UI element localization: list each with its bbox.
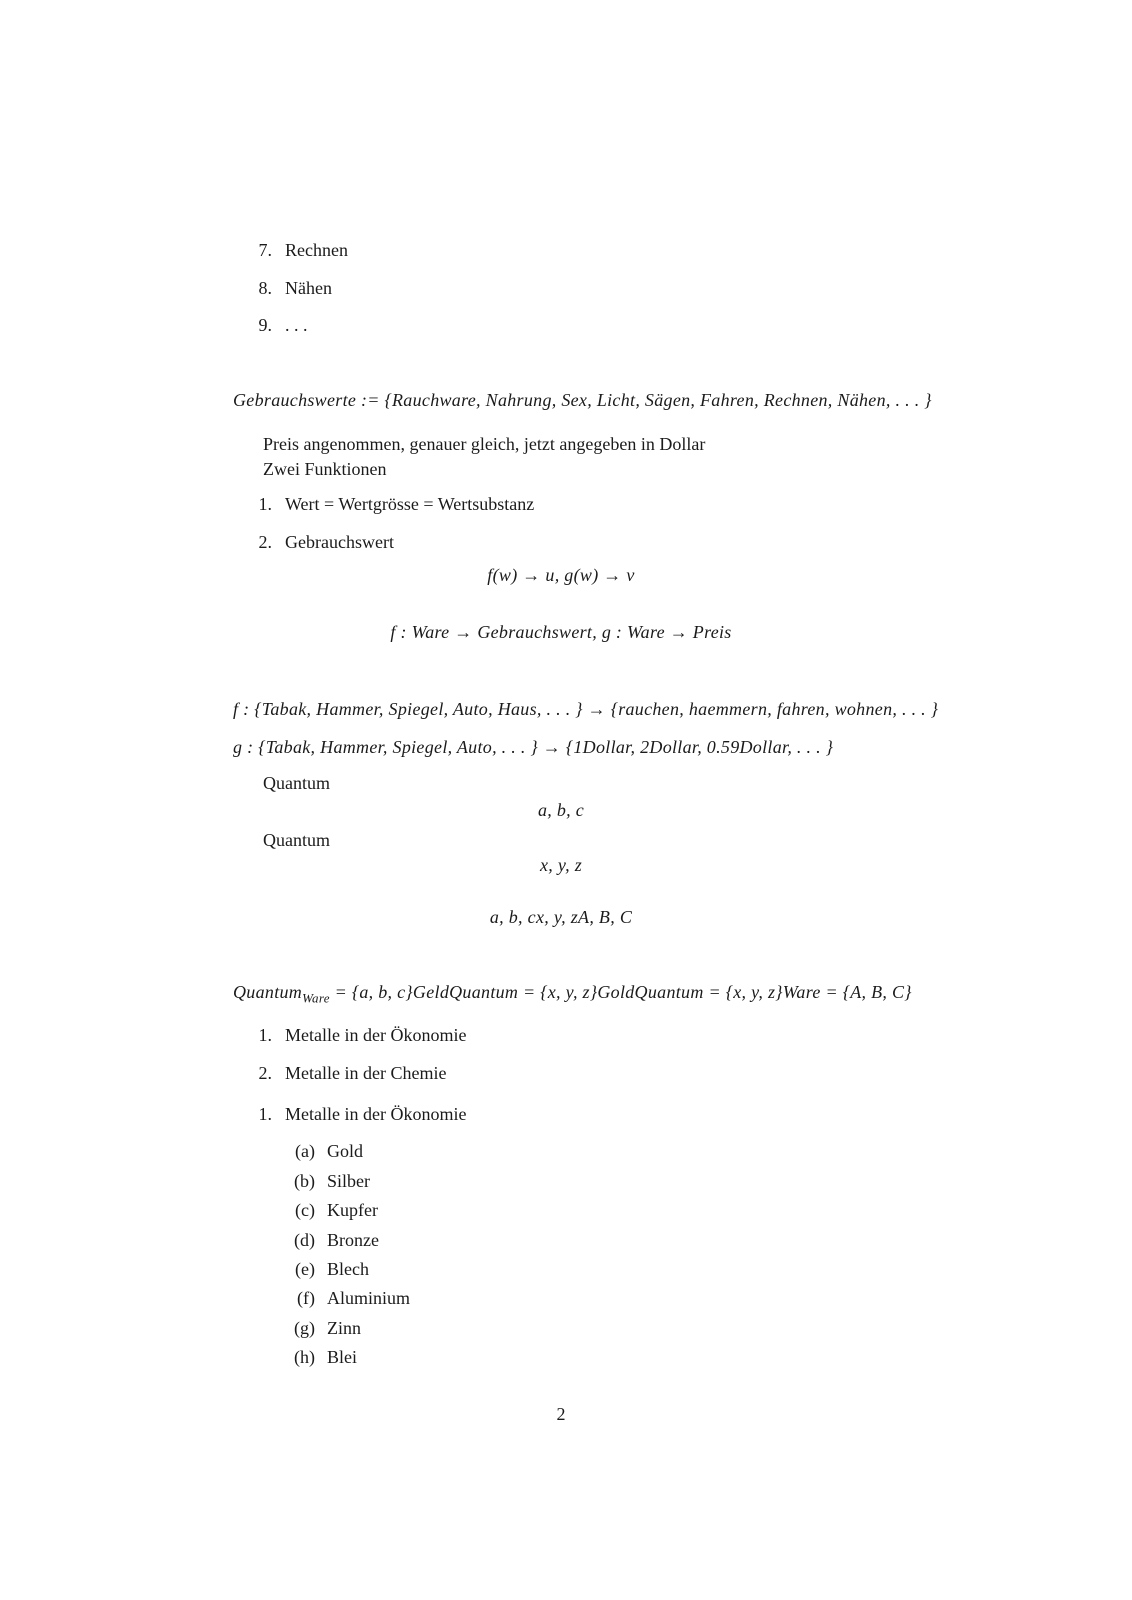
list-item-marker: 1. (258, 1104, 272, 1124)
list-item (233, 1061, 446, 1085)
list-item-label: . . . (285, 315, 308, 335)
equation-gebrauchswerte: Gebrauchswerte := {Rauchware, Nahrung, Sex, Licht, Sägen, Fahren, Rechnen, Nähen, . . . } (233, 390, 932, 410)
sublist-item (233, 1345, 357, 1369)
sublist-item-marker: (g) (294, 1318, 315, 1338)
sublist-item-label: Bronze (327, 1230, 379, 1250)
paragraph-preis (263, 432, 705, 482)
list-item (233, 492, 534, 516)
sublist-item (233, 1286, 410, 1310)
quantum-label: Quantum (263, 830, 330, 850)
list-item-label: Metalle in der Ökonomie (285, 1025, 467, 1045)
equation-abc: a, b, c (537, 800, 585, 820)
list-item-label: Wert = Wertgrösse = Wertsubstanz (285, 494, 535, 514)
sublist-item-marker: (b) (294, 1171, 315, 1191)
list-item-marker: 9. (258, 315, 272, 335)
list-item-label: Metalle in der Chemie (285, 1063, 447, 1083)
list-item (233, 1023, 466, 1047)
sublist-item-marker: (h) (294, 1347, 315, 1367)
equation-fw-gw: f(w) → u, g(w) → v (487, 565, 635, 585)
sublist-item-label: Kupfer (327, 1200, 378, 1220)
sublist-item (233, 1257, 369, 1281)
list-item-label: Rechnen (285, 240, 348, 260)
list-item-label: Nähen (285, 278, 332, 298)
equation-g-sets: g : {Tabak, Hammer, Spiegel, Auto, . . . } → {1Dollar, 2Dollar, 0.59Dollar, . . . } (233, 737, 834, 757)
list-item-marker: 2. (258, 532, 272, 552)
equation-subscript: Ware (302, 990, 330, 1006)
list-item-marker: 7. (258, 240, 272, 260)
list-item (233, 530, 394, 554)
list-item (233, 276, 332, 300)
sublist-item (233, 1198, 378, 1222)
equation-f-g-maps: f : Ware → Gebrauchswert, g : Ware → Preis (390, 622, 732, 642)
equation-quantum-ware (233, 980, 912, 1011)
sublist-item (233, 1228, 379, 1252)
list-item (233, 238, 348, 262)
sublist-item-label: Blech (327, 1259, 369, 1279)
sublist-item-label: Zinn (327, 1318, 361, 1338)
list-item-marker: 2. (258, 1063, 272, 1083)
paragraph-line: Zwei Funktionen (263, 459, 387, 479)
sublist-item-marker: (d) (294, 1230, 315, 1250)
equation-base: Quantum (233, 982, 303, 1002)
list-item (233, 313, 308, 337)
equation-rest: = {a, b, c}GeldQuantum = {x, y, z}GoldQuantum = {x, y, z}Ware = {A, B, C} (329, 982, 912, 1002)
list-item-label: Gebrauchswert (285, 532, 394, 552)
list-item-label: Metalle in der Ökonomie (285, 1104, 467, 1124)
equation-xyz: x, y, z (539, 855, 583, 875)
sublist-item-marker: (f) (297, 1288, 315, 1308)
sublist-item-marker: (a) (295, 1141, 315, 1161)
list-item-marker: 1. (258, 494, 272, 514)
paragraph-line: Preis angenommen, genauer gleich, jetzt angegeben in Dollar (263, 434, 706, 454)
page-number: 2 (556, 1404, 566, 1424)
sublist-item-marker: (c) (295, 1200, 315, 1220)
equation-combined: a, b, cx, y, zA, B, C (489, 907, 633, 927)
sublist-item (233, 1169, 370, 1193)
sublist-item (233, 1316, 361, 1340)
list-item-marker: 8. (258, 278, 272, 298)
sublist-item-label: Aluminium (327, 1288, 411, 1308)
sublist-item-label: Gold (327, 1141, 363, 1161)
quantum-label: Quantum (263, 773, 330, 793)
equation-f-sets: f : {Tabak, Hammer, Spiegel, Auto, Haus, . . . } → {rauchen, haemmern, fahren, wohnen, . . . } (233, 699, 939, 719)
list-item (233, 1102, 466, 1126)
sublist-item-label: Silber (327, 1171, 370, 1191)
list-item-marker: 1. (258, 1025, 272, 1045)
sublist-item-label: Blei (327, 1347, 357, 1367)
sublist-item (233, 1139, 363, 1163)
sublist-item-marker: (e) (295, 1259, 315, 1279)
